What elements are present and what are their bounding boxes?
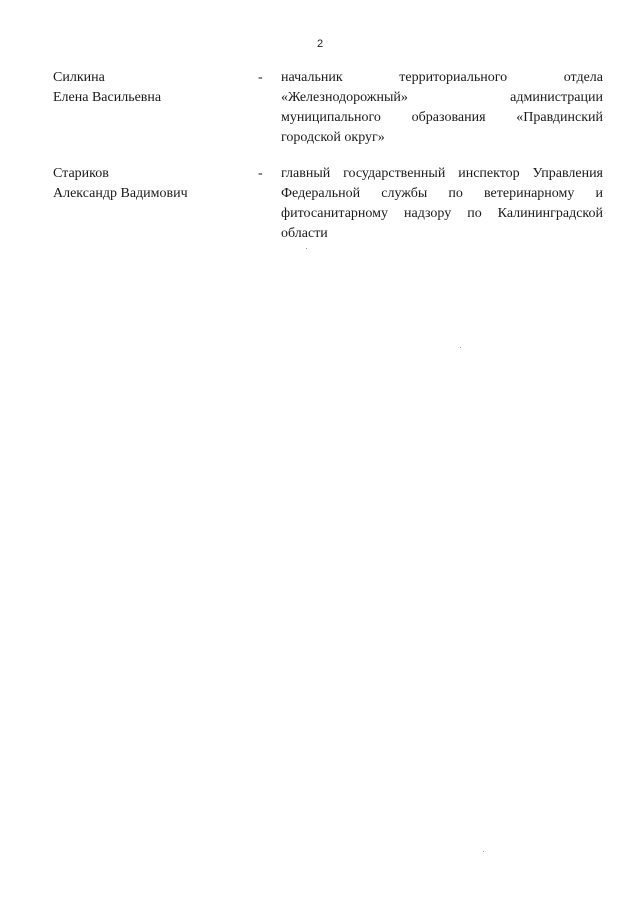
page-number: 2 — [316, 38, 324, 50]
member-given-names: Елена Васильевна — [53, 90, 162, 105]
position-line: муниципального образования «Правдинский — [281, 110, 603, 125]
scan-speck — [306, 248, 307, 249]
position-line: области — [281, 226, 328, 241]
member-name — [53, 164, 253, 204]
position-line: городской округ» — [281, 130, 385, 145]
scan-speck — [483, 851, 484, 852]
entry-dash: - — [258, 166, 263, 181]
position-line: «Железнодорожный» администрации — [281, 90, 603, 105]
position-line: начальник территориального отдела — [281, 70, 603, 85]
member-surname: Силкина — [53, 70, 105, 85]
scan-speck — [460, 347, 461, 348]
position-line: Федеральной службы по ветеринарному и — [281, 186, 603, 201]
member-name — [53, 68, 253, 108]
member-position — [281, 164, 603, 244]
member-surname: Стариков — [53, 166, 109, 181]
position-line: фитосанитарному надзору по Калининградской — [281, 206, 603, 221]
entry-dash: - — [258, 70, 263, 85]
member-given-names: Александр Вадимович — [53, 186, 188, 201]
position-line: главный государственный инспектор Управления — [281, 166, 603, 181]
member-position — [281, 68, 603, 148]
